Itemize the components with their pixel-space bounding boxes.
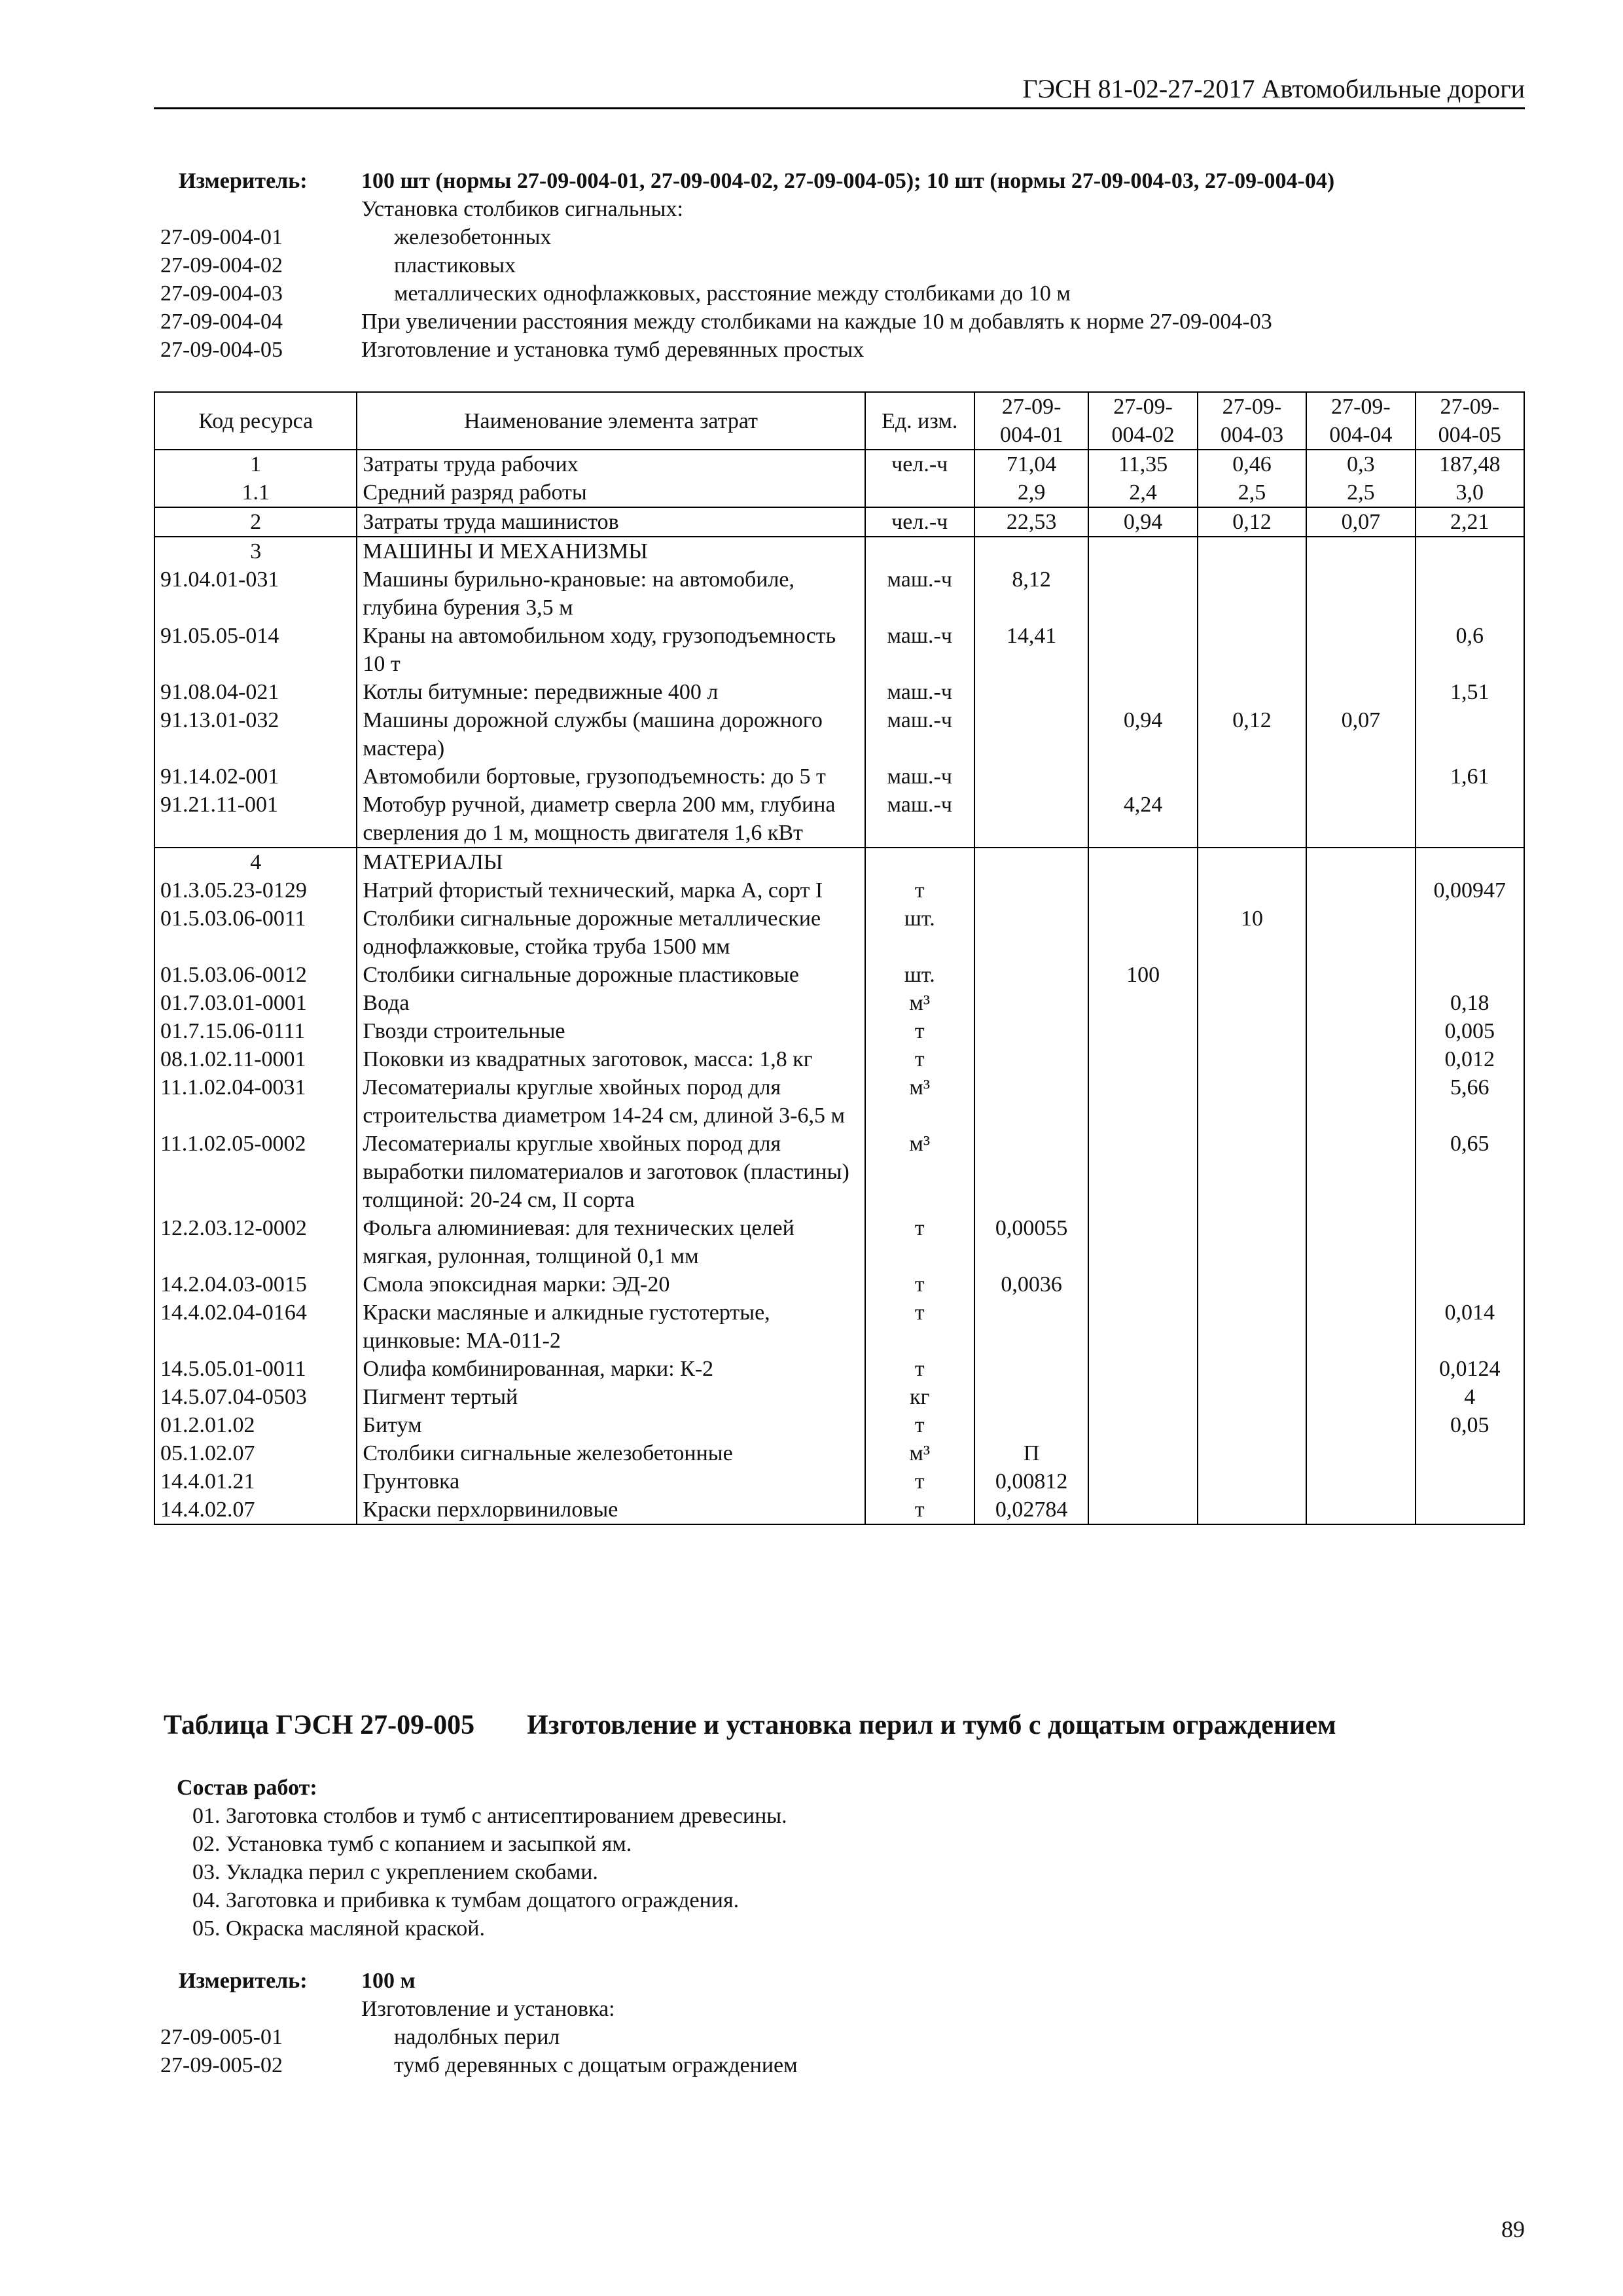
value-004-02: [1088, 1411, 1197, 1439]
value-004-03: [1198, 791, 1306, 848]
value-004-05: [1416, 1214, 1524, 1270]
value-004-02: [1088, 1045, 1197, 1073]
labor-row: [154, 450, 1524, 478]
resource-unit: т: [865, 876, 974, 905]
value-004-04: [1306, 1017, 1415, 1045]
value-004-04: [1306, 678, 1415, 706]
material-row: [154, 1130, 1524, 1214]
value-004-05: [1416, 537, 1524, 565]
value-004-01: [974, 876, 1089, 905]
measure-block-2: [160, 1967, 798, 2079]
resource-name: Средний разряд работы: [357, 478, 865, 507]
machine-row: [154, 678, 1524, 706]
resource-name: Пигмент тертый: [357, 1383, 865, 1411]
resource-unit: маш.-ч: [865, 706, 974, 762]
value-004-03: [1198, 1496, 1306, 1524]
value-004-02: [1088, 1439, 1197, 1467]
value-004-02: [1088, 762, 1197, 791]
resource-table: [154, 391, 1525, 1525]
resource-unit: т: [865, 1411, 974, 1439]
norm-code: 27-09-004-01: [160, 225, 283, 249]
work-item: 01. Заготовка столбов и тумб с антисептированием древесины.: [192, 1804, 787, 1828]
value-004-05: [1416, 565, 1524, 622]
value-004-02: [1088, 622, 1197, 678]
value-004-04: [1306, 537, 1415, 565]
resource-unit: м³: [865, 989, 974, 1017]
value-004-02: 4,24: [1088, 791, 1197, 848]
value-004-03: [1198, 1411, 1306, 1439]
value-004-01: [974, 961, 1089, 989]
resource-unit: маш.-ч: [865, 622, 974, 678]
section-row: [154, 537, 1524, 565]
value-004-02: 0,94: [1088, 507, 1197, 537]
value-004-02: [1088, 565, 1197, 622]
value-004-05: [1416, 1496, 1524, 1524]
value-004-05: [1416, 848, 1524, 876]
value-004-02: [1088, 1073, 1197, 1130]
resource-unit: [865, 848, 974, 876]
material-row: [154, 1017, 1524, 1045]
material-row: [154, 905, 1524, 961]
value-004-05: [1416, 1270, 1524, 1299]
resource-code: 3: [154, 537, 357, 565]
value-004-01: 0,00812: [974, 1467, 1089, 1496]
value-004-05: 187,48: [1416, 450, 1524, 478]
value-004-05: 3,0: [1416, 478, 1524, 507]
value-004-04: [1306, 989, 1415, 1017]
value-004-03: 0,46: [1198, 450, 1306, 478]
header-unit: Ед. изм.: [865, 392, 974, 450]
value-004-02: [1088, 1496, 1197, 1524]
resource-name: Олифа комбинированная, марки: К-2: [357, 1355, 865, 1383]
resource-unit: т: [865, 1496, 974, 1524]
value-004-03: [1198, 565, 1306, 622]
value-004-05: 0,005: [1416, 1017, 1524, 1045]
value-004-02: [1088, 1270, 1197, 1299]
value-004-05: 0,012: [1416, 1045, 1524, 1073]
resource-code: 91.04.01-031: [154, 565, 357, 622]
work-composition: [177, 1774, 787, 1943]
value-004-02: 100: [1088, 961, 1197, 989]
value-004-04: [1306, 1214, 1415, 1270]
resource-code: 01.7.03.01-0001: [154, 989, 357, 1017]
value-004-03: [1198, 876, 1306, 905]
material-row: [154, 1073, 1524, 1130]
norm-text: При увеличении расстояния между столбиками на каждые 10 м добавлять к норме 27-09-004-03: [361, 310, 1272, 334]
header-norm: 27-09- 004-02: [1088, 392, 1197, 450]
value-004-05: 0,05: [1416, 1411, 1524, 1439]
value-004-01: П: [974, 1439, 1089, 1467]
value-004-05: 0,00947: [1416, 876, 1524, 905]
resource-unit: т: [865, 1299, 974, 1355]
norm-code: 27-09-005-01: [160, 2025, 283, 2049]
value-004-03: [1198, 678, 1306, 706]
work-item: 05. Окраска масляной краской.: [192, 1916, 485, 1941]
value-004-04: 0,07: [1306, 706, 1415, 762]
resource-name: Битум: [357, 1411, 865, 1439]
value-004-03: [1198, 537, 1306, 565]
value-004-03: [1198, 1130, 1306, 1214]
value-004-01: [974, 706, 1089, 762]
value-004-01: 22,53: [974, 507, 1089, 537]
norm-code: 27-09-005-02: [160, 2053, 283, 2077]
material-row: [154, 1299, 1524, 1355]
resource-unit: маш.-ч: [865, 565, 974, 622]
norm-code: 27-09-004-03: [160, 281, 283, 306]
resource-code: 14.5.05.01-0011: [154, 1355, 357, 1383]
value-004-05: 0,6: [1416, 622, 1524, 678]
resource-unit: м³: [865, 1130, 974, 1214]
norm-text: Изготовление и установка тумб деревянных простых: [361, 338, 865, 362]
resource-unit: [865, 537, 974, 565]
value-004-02: [1088, 1383, 1197, 1411]
value-004-04: 0,3: [1306, 450, 1415, 478]
resource-name: Фольга алюминиевая: для технических целей мягкая, рулонная, толщиной 0,1 мм: [357, 1214, 865, 1270]
resource-code: 12.2.03.12-0002: [154, 1214, 357, 1270]
value-004-02: [1088, 876, 1197, 905]
value-004-02: [1088, 905, 1197, 961]
resource-table-body: [154, 450, 1524, 1524]
work-item: 03. Укладка перил с укреплением скобами.: [192, 1860, 598, 1884]
table-name: Изготовление и установка перил и тумб с дощатым ограждением: [527, 1710, 1336, 1740]
resource-unit: чел.-ч: [865, 507, 974, 537]
resource-code: 2: [154, 507, 357, 537]
norm-code: 27-09-004-02: [160, 253, 283, 278]
value-004-03: [1198, 989, 1306, 1017]
value-004-03: [1198, 1270, 1306, 1299]
value-004-04: [1306, 622, 1415, 678]
material-row: [154, 1496, 1524, 1524]
value-004-01: [974, 989, 1089, 1017]
resource-name: Лесоматериалы круглые хвойных пород для строительства диаметром 14-24 см, длиной 3-6,5 м: [357, 1073, 865, 1130]
value-004-03: [1198, 848, 1306, 876]
value-004-03: [1198, 1355, 1306, 1383]
material-row: [154, 1355, 1524, 1383]
resource-code: 1.1: [154, 478, 357, 507]
resource-unit: м³: [865, 1439, 974, 1467]
header-norm: 27-09- 004-03: [1198, 392, 1306, 450]
value-004-05: [1416, 905, 1524, 961]
value-004-01: [974, 1411, 1089, 1439]
resource-name: Натрий фтористый технический, марка А, сорт I: [357, 876, 865, 905]
resource-name: Лесоматериалы круглые хвойных пород для выработки пиломатериалов и заготовок (пластины) толщиной: 20-24 см, II сорта: [357, 1130, 865, 1214]
norm-text: надолбных перил: [394, 2025, 560, 2049]
section-row: [154, 848, 1524, 876]
resource-name: Котлы битумные: передвижные 400 л: [357, 678, 865, 706]
value-004-02: [1088, 1130, 1197, 1214]
measure-block-1: [160, 167, 1334, 364]
material-row: [154, 1045, 1524, 1073]
value-004-03: [1198, 762, 1306, 791]
value-004-01: 0,00055: [974, 1214, 1089, 1270]
work-item: 04. Заготовка и прибивка к тумбам дощатого ограждения.: [192, 1888, 740, 1912]
value-004-01: [974, 1073, 1089, 1130]
value-004-01: 14,41: [974, 622, 1089, 678]
material-row: [154, 989, 1524, 1017]
work-item: 02. Установка тумб с копанием и засыпкой ям.: [192, 1832, 632, 1856]
resource-code: 01.7.15.06-0111: [154, 1017, 357, 1045]
resource-name: Краны на автомобильном ходу, грузоподъемность 10 т: [357, 622, 865, 678]
value-004-02: 2,4: [1088, 478, 1197, 507]
resource-code: 05.1.02.07: [154, 1439, 357, 1467]
value-004-04: [1306, 1439, 1415, 1467]
resource-unit: т: [865, 1467, 974, 1496]
grade-row: [154, 478, 1524, 507]
resource-code: 91.14.02-001: [154, 762, 357, 791]
resource-code: 01.3.05.23-0129: [154, 876, 357, 905]
resource-unit: шт.: [865, 905, 974, 961]
value-004-04: [1306, 1383, 1415, 1411]
header-norm: 27-09- 004-05: [1416, 392, 1524, 450]
value-004-05: 0,18: [1416, 989, 1524, 1017]
resource-code: 4: [154, 848, 357, 876]
value-004-04: [1306, 1355, 1415, 1383]
resource-unit: т: [865, 1214, 974, 1270]
table-title: [164, 1710, 1336, 1741]
resource-name: Краски масляные и алкидные густотертые, цинковые: МА-011-2: [357, 1299, 865, 1355]
material-row: [154, 876, 1524, 905]
value-004-02: [1088, 537, 1197, 565]
resource-code: 01.5.03.06-0011: [154, 905, 357, 961]
resource-code: 11.1.02.04-0031: [154, 1073, 357, 1130]
material-row: [154, 1383, 1524, 1411]
value-004-02: 11,35: [1088, 450, 1197, 478]
value-004-03: [1198, 1073, 1306, 1130]
resource-unit: маш.-ч: [865, 762, 974, 791]
machine-row: [154, 706, 1524, 762]
value-004-02: [1088, 1467, 1197, 1496]
resource-code: 01.2.01.02: [154, 1411, 357, 1439]
table-id: Таблица ГЭСН 27-09-005: [164, 1710, 475, 1740]
running-header: ГЭСН 81-02-27-2017 Автомобильные дороги: [154, 73, 1525, 109]
material-row: [154, 961, 1524, 989]
resource-name: Мотобур ручной, диаметр сверла 200 мм, глубина сверления до 1 м, мощность двигателя 1,6 кВт: [357, 791, 865, 848]
value-004-02: [1088, 1299, 1197, 1355]
value-004-03: [1198, 1383, 1306, 1411]
resource-unit: чел.-ч: [865, 450, 974, 478]
resource-unit: м³: [865, 1073, 974, 1130]
resource-name: Грунтовка: [357, 1467, 865, 1496]
resource-name: Автомобили бортовые, грузоподъемность: до 5 т: [357, 762, 865, 791]
value-004-01: [974, 1130, 1089, 1214]
value-004-04: [1306, 961, 1415, 989]
material-row: [154, 1467, 1524, 1496]
value-004-03: [1198, 622, 1306, 678]
value-004-02: [1088, 678, 1197, 706]
value-004-04: [1306, 1045, 1415, 1073]
resource-code: 91.08.04-021: [154, 678, 357, 706]
measure-label: Измеритель:: [179, 169, 308, 193]
resource-unit: т: [865, 1045, 974, 1073]
value-004-03: [1198, 1439, 1306, 1467]
resource-name: МАШИНЫ И МЕХАНИЗМЫ: [357, 537, 865, 565]
value-004-03: [1198, 1467, 1306, 1496]
value-004-01: [974, 537, 1089, 565]
value-004-03: [1198, 1299, 1306, 1355]
norm-text: тумб деревянных с дощатым ограждением: [394, 2053, 798, 2077]
value-004-04: [1306, 762, 1415, 791]
value-004-05: [1416, 961, 1524, 989]
value-004-05: 5,66: [1416, 1073, 1524, 1130]
resource-code: 14.4.01.21: [154, 1467, 357, 1496]
value-004-02: [1088, 1355, 1197, 1383]
measure-value: 100 м: [361, 1969, 416, 1993]
material-row: [154, 1411, 1524, 1439]
resource-code: 01.5.03.06-0012: [154, 961, 357, 989]
value-004-05: 1,61: [1416, 762, 1524, 791]
norm-text: железобетонных: [394, 225, 552, 249]
measure-intro: Изготовление и установка:: [361, 1997, 615, 2021]
value-004-04: [1306, 1467, 1415, 1496]
value-004-03: 2,5: [1198, 478, 1306, 507]
value-004-01: 0,02784: [974, 1496, 1089, 1524]
value-004-04: [1306, 1496, 1415, 1524]
resource-code: 14.5.07.04-0503: [154, 1383, 357, 1411]
value-004-03: [1198, 1017, 1306, 1045]
value-004-01: [974, 1383, 1089, 1411]
machine-row: [154, 791, 1524, 848]
material-row: [154, 1214, 1524, 1270]
resource-name: Машины бурильно-крановые: на автомобиле, глубина бурения 3,5 м: [357, 565, 865, 622]
value-004-04: [1306, 1411, 1415, 1439]
value-004-05: [1416, 706, 1524, 762]
resource-code: 11.1.02.05-0002: [154, 1130, 357, 1214]
value-004-05: 0,65: [1416, 1130, 1524, 1214]
value-004-04: [1306, 791, 1415, 848]
resource-name: Смола эпоксидная марки: ЭД-20: [357, 1270, 865, 1299]
resource-name: Затраты труда рабочих: [357, 450, 865, 478]
resource-unit: кг: [865, 1383, 974, 1411]
value-004-05: 0,0124: [1416, 1355, 1524, 1383]
header-name: Наименование элемента затрат: [357, 392, 865, 450]
norm-text: металлических однофлажковых, расстояние между столбиками до 10 м: [394, 281, 1071, 306]
page-number: 89: [1501, 2216, 1525, 2242]
header-norm: 27-09- 004-01: [974, 392, 1089, 450]
resource-name: Вода: [357, 989, 865, 1017]
header-norm: 27-09- 004-04: [1306, 392, 1415, 450]
material-row: [154, 1270, 1524, 1299]
resource-unit: шт.: [865, 961, 974, 989]
resource-unit: т: [865, 1017, 974, 1045]
value-004-05: 4: [1416, 1383, 1524, 1411]
value-004-03: 0,12: [1198, 507, 1306, 537]
measure-intro: Установка столбиков сигнальных:: [361, 197, 683, 221]
norm-code: 27-09-004-04: [160, 310, 283, 334]
value-004-04: [1306, 1073, 1415, 1130]
machine-row: [154, 565, 1524, 622]
value-004-04: [1306, 1130, 1415, 1214]
resource-unit: маш.-ч: [865, 678, 974, 706]
value-004-04: [1306, 876, 1415, 905]
value-004-03: 10: [1198, 905, 1306, 961]
material-row: [154, 1439, 1524, 1467]
value-004-05: 1,51: [1416, 678, 1524, 706]
resource-code: 14.4.02.04-0164: [154, 1299, 357, 1355]
value-004-04: [1306, 1299, 1415, 1355]
operator-labor-row: [154, 507, 1524, 537]
norm-text: пластиковых: [394, 253, 516, 278]
norm-code: 27-09-004-05: [160, 338, 283, 362]
resource-unit: т: [865, 1270, 974, 1299]
value-004-04: [1306, 1270, 1415, 1299]
value-004-05: 2,21: [1416, 507, 1524, 537]
resource-unit: [865, 478, 974, 507]
value-004-05: [1416, 1467, 1524, 1496]
value-004-05: [1416, 791, 1524, 848]
value-004-01: 2,9: [974, 478, 1089, 507]
machine-row: [154, 622, 1524, 678]
resource-code: 14.4.02.07: [154, 1496, 357, 1524]
value-004-01: [974, 1045, 1089, 1073]
work-label: Состав работ:: [177, 1776, 317, 1800]
value-004-01: 71,04: [974, 450, 1089, 478]
resource-name: Столбики сигнальные железобетонные: [357, 1439, 865, 1467]
resource-name: Затраты труда машинистов: [357, 507, 865, 537]
value-004-04: [1306, 565, 1415, 622]
value-004-02: [1088, 1017, 1197, 1045]
value-004-04: 0,07: [1306, 507, 1415, 537]
value-004-02: [1088, 1214, 1197, 1270]
value-004-02: 0,94: [1088, 706, 1197, 762]
resource-name: Столбики сигнальные дорожные пластиковые: [357, 961, 865, 989]
resource-name: Столбики сигнальные дорожные металлические однофлажковые, стойка труба 1500 мм: [357, 905, 865, 961]
resource-code: 1: [154, 450, 357, 478]
value-004-04: [1306, 848, 1415, 876]
value-004-01: [974, 1299, 1089, 1355]
resource-code: 91.21.11-001: [154, 791, 357, 848]
value-004-01: 8,12: [974, 565, 1089, 622]
resource-name: Краски перхлорвиниловые: [357, 1496, 865, 1524]
resource-name: МАТЕРИАЛЫ: [357, 848, 865, 876]
value-004-01: [974, 791, 1089, 848]
value-004-04: [1306, 905, 1415, 961]
resource-code: 91.05.05-014: [154, 622, 357, 678]
value-004-01: [974, 905, 1089, 961]
value-004-01: 0,0036: [974, 1270, 1089, 1299]
value-004-03: [1198, 1214, 1306, 1270]
header-code: Код ресурса: [154, 392, 357, 450]
resource-name: Поковки из квадратных заготовок, масса: 1,8 кг: [357, 1045, 865, 1073]
value-004-05: [1416, 1439, 1524, 1467]
measure-value: 100 шт (нормы 27-09-004-01, 27-09-004-02, 27-09-004-05); 10 шт (нормы 27-09-004-03, 27-09-004-04): [361, 169, 1335, 193]
resource-name: Гвозди строительные: [357, 1017, 865, 1045]
resource-code: 08.1.02.11-0001: [154, 1045, 357, 1073]
resource-code: 14.2.04.03-0015: [154, 1270, 357, 1299]
value-004-03: [1198, 1045, 1306, 1073]
value-004-05: 0,014: [1416, 1299, 1524, 1355]
value-004-03: 0,12: [1198, 706, 1306, 762]
value-004-04: 2,5: [1306, 478, 1415, 507]
resource-name: Машины дорожной службы (машина дорожного мастера): [357, 706, 865, 762]
value-004-02: [1088, 989, 1197, 1017]
measure-label: Измеритель:: [179, 1969, 308, 1993]
resource-unit: т: [865, 1355, 974, 1383]
machine-row: [154, 762, 1524, 791]
value-004-02: [1088, 848, 1197, 876]
value-004-03: [1198, 961, 1306, 989]
value-004-01: [974, 678, 1089, 706]
value-004-01: [974, 848, 1089, 876]
value-004-01: [974, 762, 1089, 791]
value-004-01: [974, 1355, 1089, 1383]
resource-unit: маш.-ч: [865, 791, 974, 848]
resource-code: 91.13.01-032: [154, 706, 357, 762]
value-004-01: [974, 1017, 1089, 1045]
